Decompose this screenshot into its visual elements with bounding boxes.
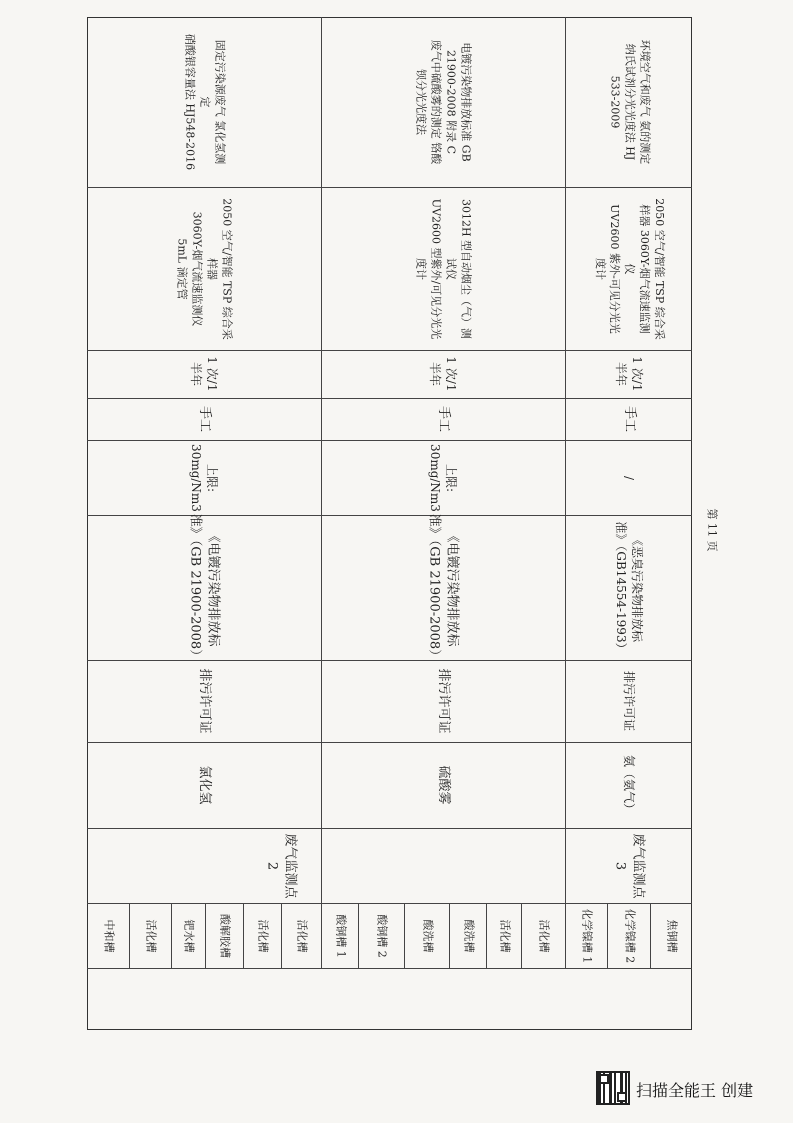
monitoring-point-2: 废气监测点 2 [264, 832, 298, 899]
tank-cell: 活化槽 [537, 919, 551, 952]
tank-cell: 中和槽 [102, 919, 116, 952]
tank-cell: 酸铜槽 2 [375, 913, 389, 958]
qr-code-icon [596, 1071, 630, 1105]
tank-cell: 化学镍槽 1 [580, 908, 594, 963]
tank-cell: 活化槽 [295, 919, 309, 952]
row2-instruments-cell: 3012H 型自动烟尘（气）测 试仪 UV2600 型紫外/可见分光光 度计 [415, 198, 473, 339]
page-number: 第 11 页 [705, 508, 719, 552]
tank-cell: 活化槽 [497, 919, 511, 952]
row1-source-cell: 排污许可证 [196, 668, 212, 734]
row2-standard-cell: 《电镀污染物排放标 准》（GB 21900-2008） [427, 513, 460, 662]
v-line-point-1 [321, 828, 322, 903]
monitoring-point-3: 废气监测点 3 [612, 832, 646, 899]
row1-pollutant-cell: 氯化氢 [196, 765, 212, 805]
tank-cell: 酸铜槽 1 [333, 913, 347, 958]
row2-frequency-cell: 1 次/1 半年 [428, 356, 459, 392]
row1-mode-cell: 手工 [196, 405, 212, 433]
scanner-watermark: 扫描全能王 创建 [636, 1081, 754, 1100]
row1-frequency-cell: 1 次/1 半年 [189, 356, 220, 392]
row3-mode-cell: 手工 [621, 405, 637, 433]
tank-cell: 酸洗槽 [461, 919, 475, 952]
row2-mode-cell: 手工 [435, 405, 451, 433]
row3-instruments-cell: 2050 空气/智能 TSP 综合采 样器 3060Y-烟气流速监测 仪 UV2600 紫外-可见分光光 度计 [593, 197, 666, 340]
row3-pollutant-cell: 氨（氨气） [621, 754, 636, 816]
tank-cell: 活化槽 [144, 919, 158, 952]
row2-limit-cell: 上限: 30mg/Nm3 [428, 443, 459, 512]
row1-method-cell: 固定污染源废气 氯化氢测 定 硝酸银容量法 HJ548-2016 [183, 33, 227, 171]
row3-method-cell: 环境空气和废气 氨的测定 纳氏试剂分光光度法 HJ 533-2009 [608, 39, 651, 165]
row1-limit-cell: 上限: 30mg/Nm3 [189, 443, 220, 512]
tank-cell: 活化槽 [256, 919, 270, 952]
tank-cell: 钯水槽 [182, 919, 196, 952]
row2-pollutant-cell: 硫酸雾 [435, 765, 451, 805]
row3-standard-cell: 《恶臭污染物排放标 准》（GB14554-1993） [613, 520, 644, 655]
row3-source-cell: 排污许可证 [621, 670, 636, 732]
tank-cell: 焦铜槽 [665, 919, 679, 952]
tank-cell: 酸洗槽 [420, 919, 434, 952]
row1-instruments-cell: 2050 空气/智能 TSP 综合采 样器 3060Y-烟气流速监测仪 5mL 滴定管 [176, 197, 234, 340]
tank-cell: 化学镍槽 2 [622, 908, 636, 963]
tank-cell: 酸解胶槽 [218, 913, 232, 958]
row3-frequency-cell: 1 次/1 半年 [613, 356, 644, 392]
row3-limit-cell: / [621, 475, 636, 480]
row1-standard-cell: 《电镀污染物排放标 准》（GB 21900-2008） [188, 513, 221, 662]
row2-source-cell: 排污许可证 [435, 668, 451, 734]
h-line-bottom [87, 968, 692, 969]
row2-method-cell: 电镀污染物排放标准 GB 21900-2008 附录 C 废气中硫酸雾的测定 铬酸 钡分光光度法 [415, 39, 473, 165]
